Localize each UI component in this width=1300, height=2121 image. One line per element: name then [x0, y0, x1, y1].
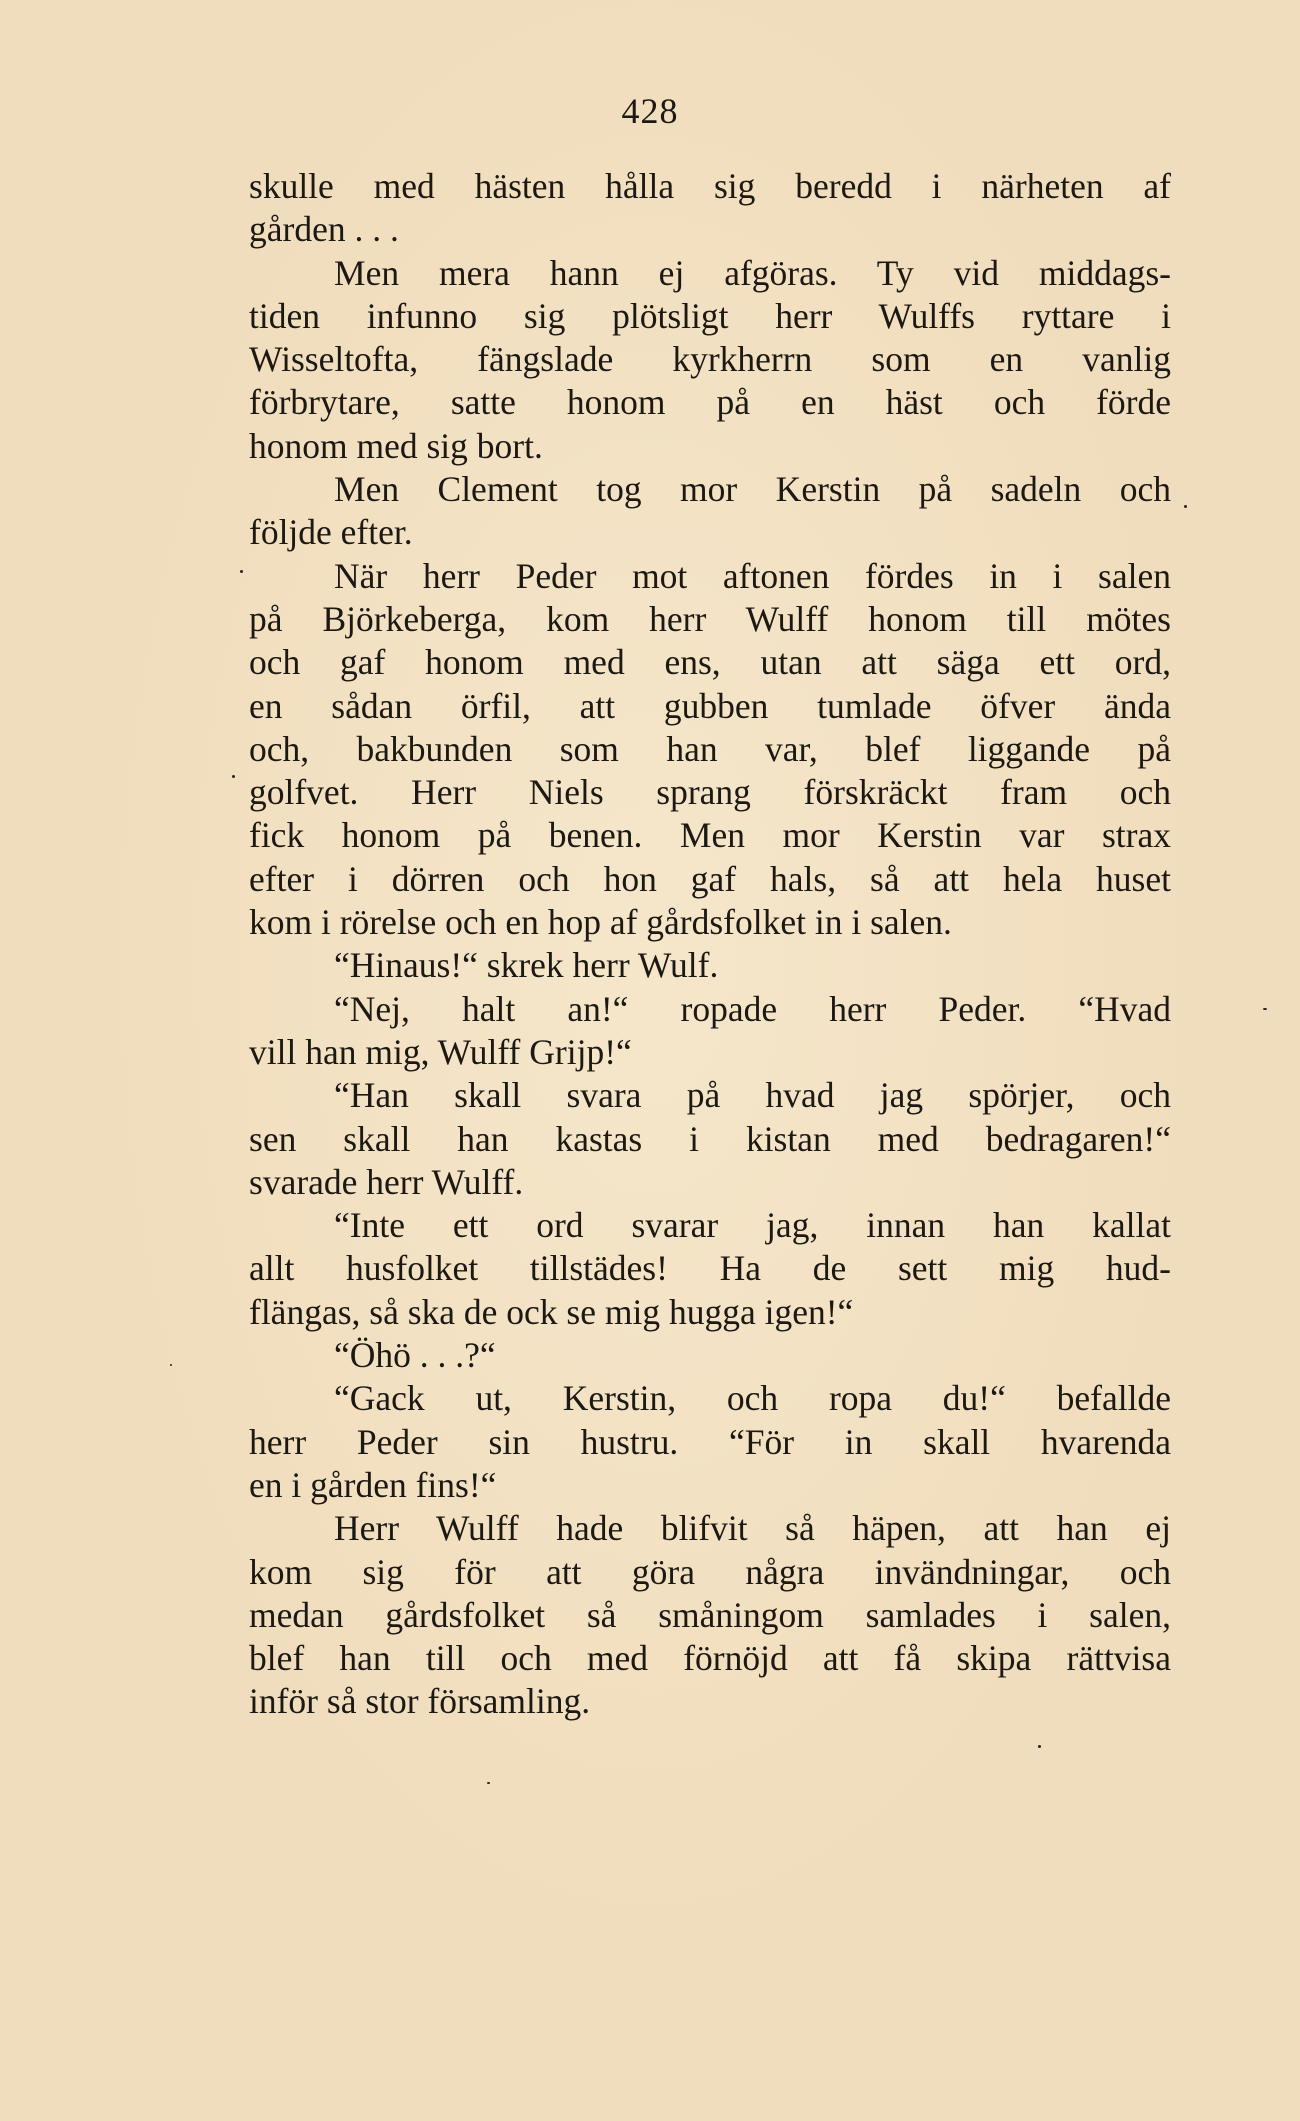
ink-speck	[487, 1782, 490, 1784]
text-line: golfvet. Herr Niels sprang förskräckt fram och	[249, 772, 1171, 813]
text-line: kom i rörelse och en hop af gårdsfolket in i salen.	[249, 902, 952, 943]
ink-speck	[1263, 1008, 1267, 1010]
text-line: “Han skall svara på hvad jag spörjer, och	[334, 1075, 1171, 1116]
text-line: “Hinaus!“ skrek herr Wulf.	[334, 945, 719, 986]
text-line: och gaf honom med ens, utan att säga ett ord,	[249, 642, 1171, 683]
text-line: Men Clement tog mor Kerstin på sadeln och	[334, 469, 1171, 510]
text-line: “Öhö . . .?“	[334, 1335, 496, 1376]
text-line: följde efter.	[249, 512, 413, 553]
body-text	[249, 165, 1171, 1724]
text-line: kom sig för att göra några invändningar, och	[249, 1551, 1171, 1592]
text-line: svarade herr Wulff.	[249, 1161, 524, 1202]
text-line: Herr Wulff hade blifvit så häpen, att han ej	[334, 1508, 1171, 1549]
text-line: “Nej, halt an!“ ropade herr Peder. “Hvad	[334, 988, 1171, 1029]
text-line: en sådan örfil, att gubben tumlade öfver ända	[249, 685, 1171, 726]
text-line: förbrytare, satte honom på en häst och förde	[249, 382, 1171, 423]
text-line: fick honom på benen. Men mor Kerstin var strax	[249, 815, 1171, 856]
ink-speck	[1038, 1745, 1041, 1748]
text-line: medan gårdsfolket så småningom samlades i salen,	[249, 1594, 1171, 1635]
text-line: inför så stor församling.	[249, 1681, 591, 1722]
ink-speck	[1184, 505, 1187, 508]
ink-speck	[240, 570, 243, 573]
text-line: vill han mig, Wulff Grijp!“	[249, 1031, 632, 1072]
page-number: 428	[621, 91, 679, 131]
text-line: en i gården fins!“	[249, 1464, 497, 1505]
text-line: sen skall han kastas i kistan med bedragaren!“	[249, 1118, 1171, 1159]
text-line: flängas, så ska de ock se mig hugga igen!“	[249, 1291, 854, 1332]
text-line: “Inte ett ord svarar jag, innan han kallat	[334, 1205, 1171, 1246]
text-line: Wisseltofta, fängslade kyrkherrn som en vanlig	[249, 339, 1171, 380]
text-line: efter i dörren och hon gaf hals, så att hela huset	[249, 858, 1171, 899]
text-line: gården . . .	[249, 209, 399, 250]
text-line: När herr Peder mot aftonen fördes in i salen	[334, 555, 1171, 596]
text-line: tiden infunno sig plötsligt herr Wulffs ryttare i	[249, 295, 1171, 336]
text-line: “Gack ut, Kerstin, och ropa du!“ befallde	[334, 1378, 1171, 1419]
text-line: och, bakbunden som han var, blef liggande på	[249, 728, 1171, 769]
ink-speck	[170, 1364, 172, 1366]
text-line: på Björkeberga, kom herr Wulff honom till mötes	[249, 598, 1171, 639]
text-line: Men mera hann ej afgöras. Ty vid middags-	[334, 252, 1171, 293]
text-line: allt husfolket tillstädes! Ha de sett mig hud-	[249, 1248, 1171, 1289]
ink-speck	[232, 775, 235, 778]
text-line: honom med sig bort.	[249, 425, 543, 466]
text-line: skulle med hästen hålla sig beredd i närheten af	[249, 166, 1171, 206]
text-line: herr Peder sin hustru. “För in skall hvarenda	[249, 1421, 1171, 1462]
text-line: blef han till och med förnöjd att få skipa rättvisa	[249, 1638, 1171, 1679]
